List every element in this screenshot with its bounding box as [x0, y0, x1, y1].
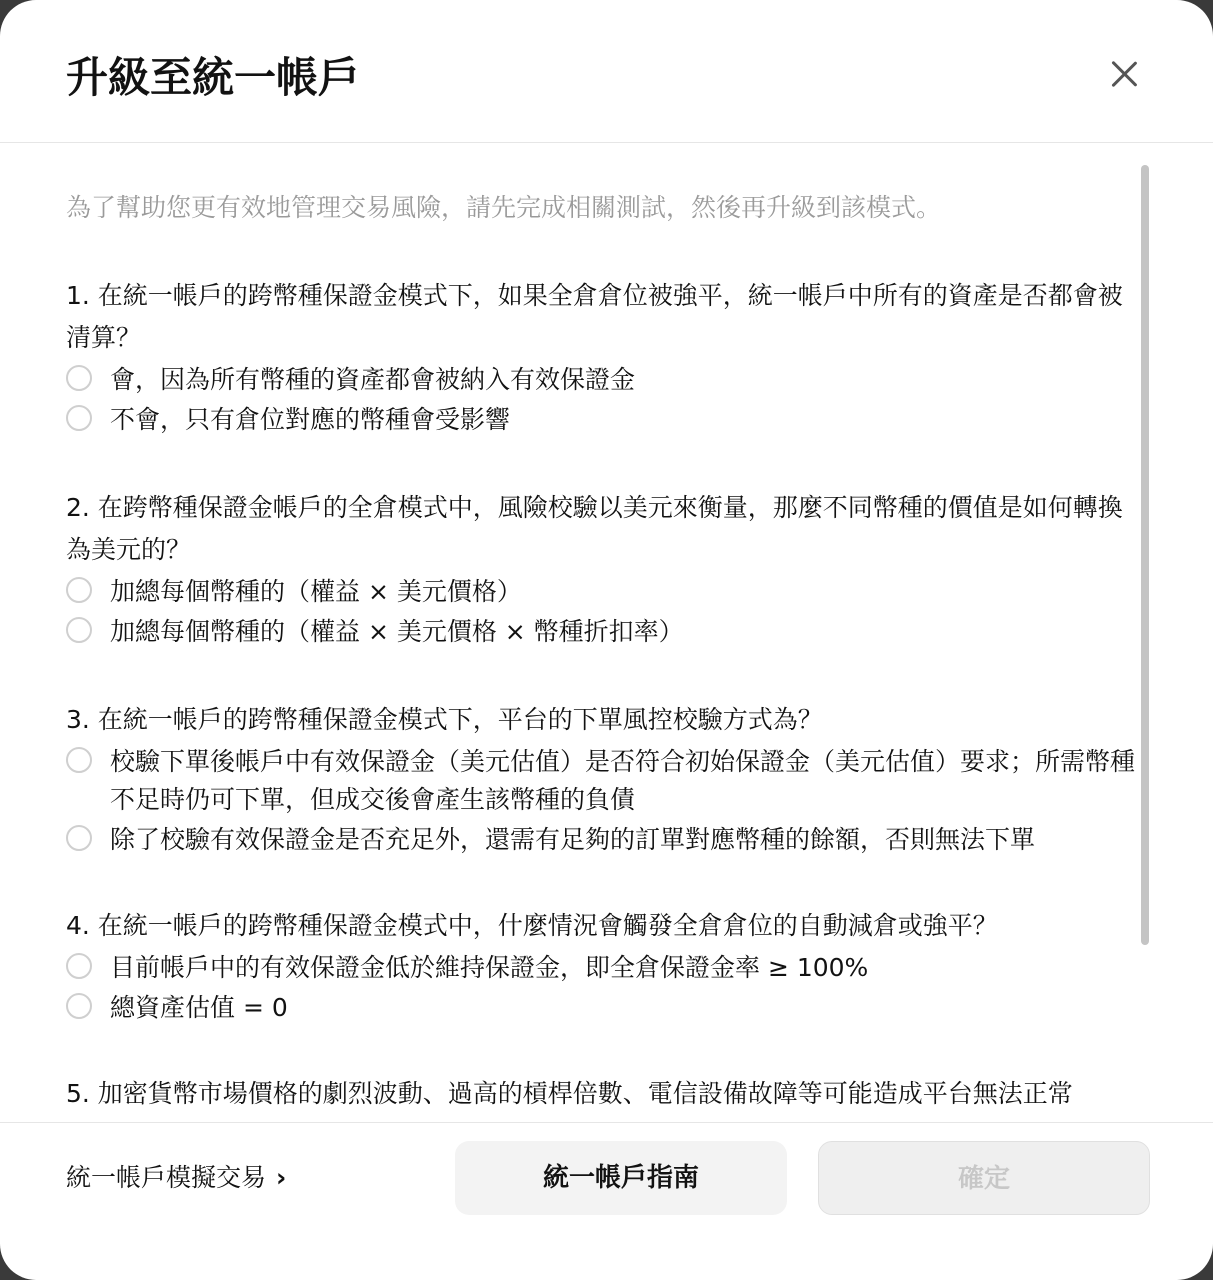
chevron-right-icon: ›	[276, 1163, 287, 1192]
intro-text: 為了幫助您更有效地管理交易風險，請先完成相關測試，然後再升級到該模式。	[66, 193, 942, 222]
confirm-button[interactable]: 確定	[818, 1141, 1150, 1215]
question-4	[66, 905, 1146, 1027]
question-text: 1. 在統一帳戶的跨幣種保證金模式下，如果全倉倉位被強平，統一帳戶中所有的資產是否都會被清算？	[66, 281, 1123, 352]
dialog-title: 升級至統一帳戶	[66, 53, 361, 102]
option-label: 校驗下單後帳戶中有效保證金（美元估值）是否符合初始保證金（美元估值）要求；所需幣種不足時仍可下單，但成交後會產生該幣種的負債	[110, 747, 1136, 814]
guide-button[interactable]: 統一帳戶指南	[455, 1141, 787, 1215]
radio-button[interactable]	[66, 993, 92, 1019]
radio-button[interactable]	[66, 747, 92, 773]
radio-button[interactable]	[66, 953, 92, 979]
answer-option[interactable]	[66, 573, 1146, 611]
question-2	[66, 487, 1146, 651]
question-1	[66, 275, 1146, 439]
radio-button[interactable]	[66, 577, 92, 603]
radio-button[interactable]	[66, 617, 92, 643]
close-icon[interactable]	[1104, 54, 1144, 94]
answer-option[interactable]	[66, 949, 1146, 987]
radio-button[interactable]	[66, 405, 92, 431]
radio-button[interactable]	[66, 365, 92, 391]
option-label: 會，因為所有幣種的資產都會被納入有效保證金	[110, 365, 636, 394]
option-label: 加總每個幣種的（權益 × 美元價格 × 幣種折扣率）	[110, 617, 684, 646]
answer-option[interactable]	[66, 743, 1146, 819]
question-text: 2. 在跨幣種保證金帳戶的全倉模式中，風險校驗以美元來衡量，那麼不同幣種的價值是如何轉換為美元的？	[66, 493, 1123, 564]
question-text: 4. 在統一帳戶的跨幣種保證金模式中，什麼情況會觸發全倉倉位的自動減倉或強平？	[66, 911, 998, 940]
radio-button[interactable]	[66, 825, 92, 851]
question-3	[66, 699, 1146, 859]
answer-option[interactable]	[66, 401, 1146, 439]
answer-option[interactable]	[66, 989, 1146, 1027]
option-label: 目前帳戶中的有效保證金低於維持保證金，即全倉保證金率 ≥ 100%	[110, 953, 869, 982]
demo-link-label: 統一帳戶模擬交易	[66, 1163, 267, 1192]
option-label: 加總每個幣種的（權益 × 美元價格）	[110, 577, 522, 606]
question-5	[66, 1073, 1146, 1115]
dialog-footer	[0, 1122, 1213, 1280]
question-text: 3. 在統一帳戶的跨幣種保證金模式下，平台的下單風控校驗方式為？	[66, 705, 823, 734]
option-label: 不會，只有倉位對應的幣種會受影響	[110, 405, 511, 434]
option-label: 除了校驗有效保證金是否充足外，還需有足夠的訂單對應幣種的餘額，否則無法下單	[110, 825, 1036, 854]
dialog-header	[0, 0, 1213, 143]
answer-option[interactable]	[66, 613, 1146, 651]
dialog-body[interactable]	[0, 143, 1213, 1122]
scrollbar-thumb[interactable]	[1141, 165, 1149, 945]
demo-trading-link[interactable]	[66, 1159, 286, 1197]
option-label: 總資產估值 = 0	[110, 993, 288, 1022]
question-text: 5. 加密貨幣市場價格的劇烈波動、過高的槓桿倍數、電信設備故障等可能造成平台無法正常	[66, 1079, 1073, 1108]
answer-option[interactable]	[66, 361, 1146, 399]
answer-option[interactable]	[66, 821, 1146, 859]
